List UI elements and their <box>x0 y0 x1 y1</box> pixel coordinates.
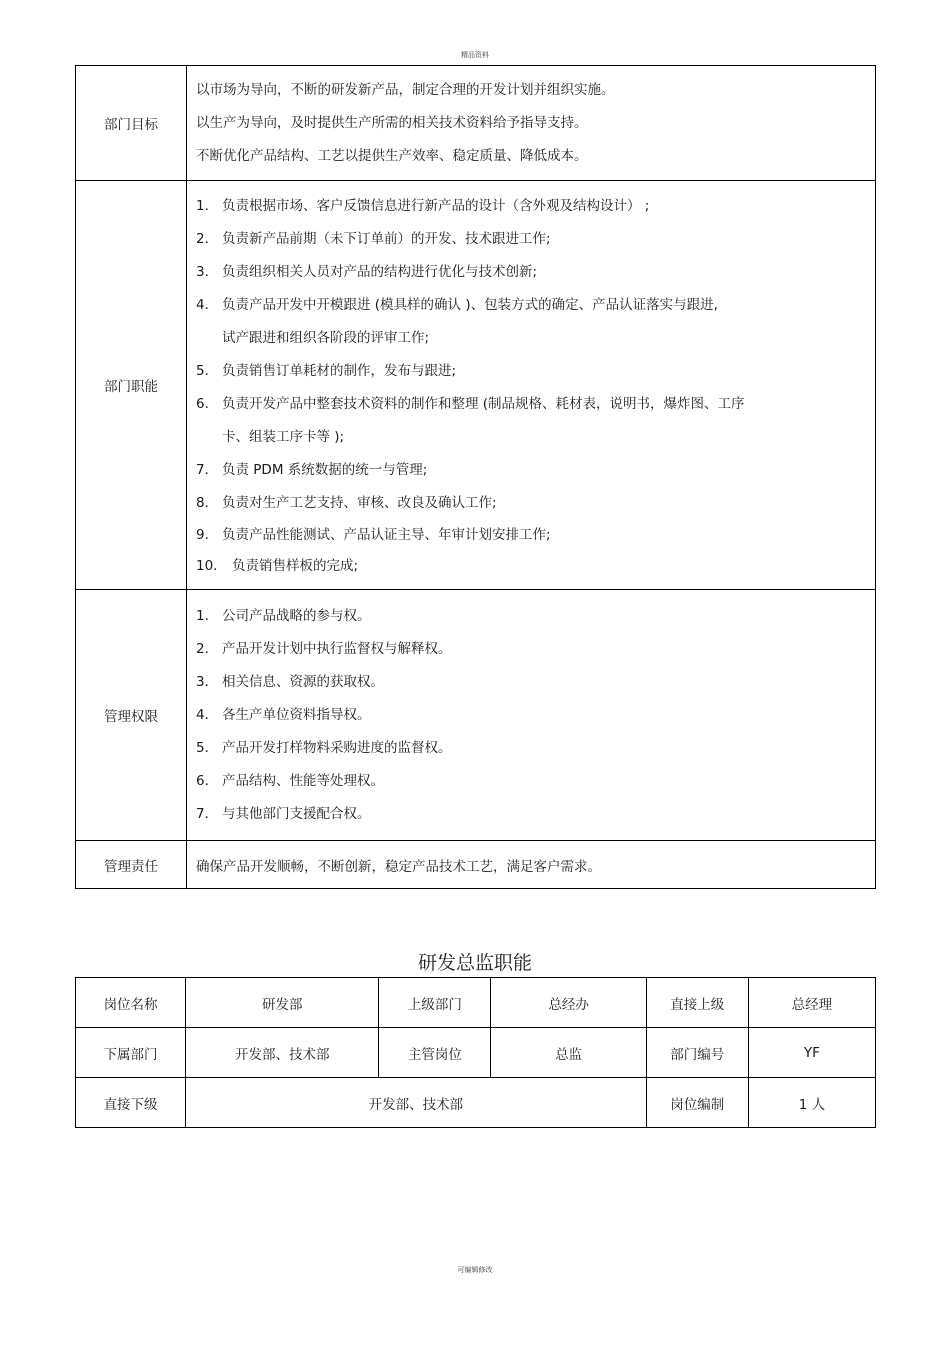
duty-item <box>196 256 875 289</box>
duty-item <box>196 487 875 520</box>
authority-item <box>196 600 875 633</box>
direct-subordinate-label: 直接下级 <box>76 1078 186 1128</box>
supervisor-post-value: 总监 <box>491 1028 646 1078</box>
goal-line: 不断优化产品结构、工艺以提供生产效率、稳定质量、降低成本。 <box>196 147 588 164</box>
authority-item <box>196 765 875 798</box>
duty-item <box>196 388 875 421</box>
responsibility-text: 确保产品开发顺畅，不断创新，稳定产品技术工艺，满足客户需求。 <box>187 841 876 889</box>
authority-item <box>196 798 875 831</box>
goal-line: 以市场为导向，不断的研发新产品，制定合理的开发计划并组织实施。 <box>196 81 615 98</box>
duty-text: 负责 PDM 系统数据的统一与管理; <box>222 461 428 478</box>
duty-number: 2． <box>196 230 219 247</box>
position-name-value: 研发部 <box>186 978 379 1028</box>
responsibility-row <box>76 841 876 889</box>
page-footer-text: 可编辑修改 <box>457 1266 493 1274</box>
duty-item <box>196 190 875 223</box>
duty-number: 6． <box>196 395 219 412</box>
duty-number: 5． <box>196 362 219 379</box>
goal-line: 以生产为导向，及时提供生产所需的相关技术资料给予指导支持。 <box>196 114 588 131</box>
authority-number: 5． <box>196 739 219 756</box>
goal-label: 部门目标 <box>76 66 187 181</box>
parent-dept-label: 上级部门 <box>379 978 491 1028</box>
duty-item <box>196 289 875 322</box>
duty-text: 负责产品开发中开模跟进 (模具样的确认 )、包装方式的确定、产品认证落实与跟进, <box>222 296 718 313</box>
duty-text: 负责新产品前期（未下订单前）的开发、技术跟进工作; <box>222 230 551 247</box>
authority-item <box>196 666 875 699</box>
direct-superior-label: 直接上级 <box>646 978 748 1028</box>
sub-dept-label: 下属部门 <box>76 1028 186 1078</box>
duty-text: 负责产品性能测试、产品认证主导、年审计划安排工作; <box>222 526 551 543</box>
authority-item <box>196 732 875 765</box>
sub-dept-value: 开发部、技术部 <box>186 1028 379 1078</box>
dept-code-value: YF <box>748 1028 875 1078</box>
duty-text: 负责开发产品中整套技术资料的制作和整理 (制品规格、耗材表，说明书，爆炸图、工序 <box>222 395 745 412</box>
headcount-value: 1 人 <box>748 1078 875 1128</box>
position-row-3 <box>76 1078 876 1128</box>
duty-item-continuation: 试产跟进和组织各阶段的评审工作; <box>222 329 430 346</box>
department-info-table <box>75 65 876 889</box>
supervisor-post-label: 主管岗位 <box>379 1028 491 1078</box>
duty-number: 4． <box>196 296 219 313</box>
position-row-2 <box>76 1028 876 1078</box>
authority-number: 4． <box>196 706 219 723</box>
authority-item <box>196 633 875 666</box>
duty-number: 10． <box>196 557 227 574</box>
authority-number: 1． <box>196 607 219 624</box>
duty-text: 负责组织相关人员对产品的结构进行优化与技术创新; <box>222 263 538 280</box>
duty-item-continuation: 卡、组装工序卡等 ); <box>222 428 345 445</box>
duty-number: 8． <box>196 494 219 511</box>
authority-row <box>76 590 876 841</box>
duty-number: 1． <box>196 197 219 214</box>
duty-item <box>196 223 875 256</box>
position-info-table <box>75 977 876 1128</box>
authority-item <box>196 699 875 732</box>
duty-item <box>196 355 875 388</box>
authority-text: 与其他部门支援配合权。 <box>222 805 371 822</box>
authority-number: 3． <box>196 673 219 690</box>
headcount-label: 岗位编制 <box>646 1078 748 1128</box>
authority-text: 相关信息、资源的获取权。 <box>222 673 384 690</box>
duty-text: 负责根据市场、客户反馈信息进行新产品的设计（含外观及结构设计） ; <box>222 197 650 214</box>
duty-item <box>196 454 875 487</box>
parent-dept-value: 总经办 <box>491 978 646 1028</box>
authority-text: 产品开发打样物料采购进度的监督权。 <box>222 739 452 756</box>
duties-content <box>187 181 876 590</box>
duty-number: 9． <box>196 526 219 543</box>
duties-row <box>76 181 876 590</box>
authority-text: 公司产品战略的参与权。 <box>222 607 371 624</box>
position-name-label: 岗位名称 <box>76 978 186 1028</box>
duties-label: 部门职能 <box>76 181 187 590</box>
duty-number: 7． <box>196 461 219 478</box>
authority-content <box>187 590 876 841</box>
section-title: 研发总监职能 <box>417 952 532 974</box>
duty-item <box>196 551 875 581</box>
authority-number: 6． <box>196 772 219 789</box>
duty-text: 负责销售订单耗材的制作，发布与跟进; <box>222 362 457 379</box>
position-row-1 <box>76 978 876 1028</box>
authority-text: 产品开发计划中执行监督权与解释权。 <box>222 640 452 657</box>
authority-number: 7． <box>196 805 219 822</box>
authority-label: 管理权限 <box>76 590 187 841</box>
goal-row <box>76 66 876 181</box>
direct-subordinate-value: 开发部、技术部 <box>186 1078 647 1128</box>
authority-number: 2． <box>196 640 219 657</box>
duty-item <box>196 520 875 551</box>
dept-code-label: 部门编号 <box>646 1028 748 1078</box>
responsibility-label: 管理责任 <box>76 841 187 889</box>
duty-text: 负责对生产工艺支持、审核、改良及确认工作; <box>222 494 497 511</box>
duty-number: 3． <box>196 263 219 280</box>
duty-text: 负责销售样板的完成; <box>232 557 359 574</box>
page-header-text: 精品资料 <box>461 51 489 59</box>
authority-text: 产品结构、性能等处理权。 <box>222 772 384 789</box>
authority-text: 各生产单位资料指导权。 <box>222 706 371 723</box>
goal-content <box>187 66 876 181</box>
direct-superior-value: 总经理 <box>748 978 875 1028</box>
